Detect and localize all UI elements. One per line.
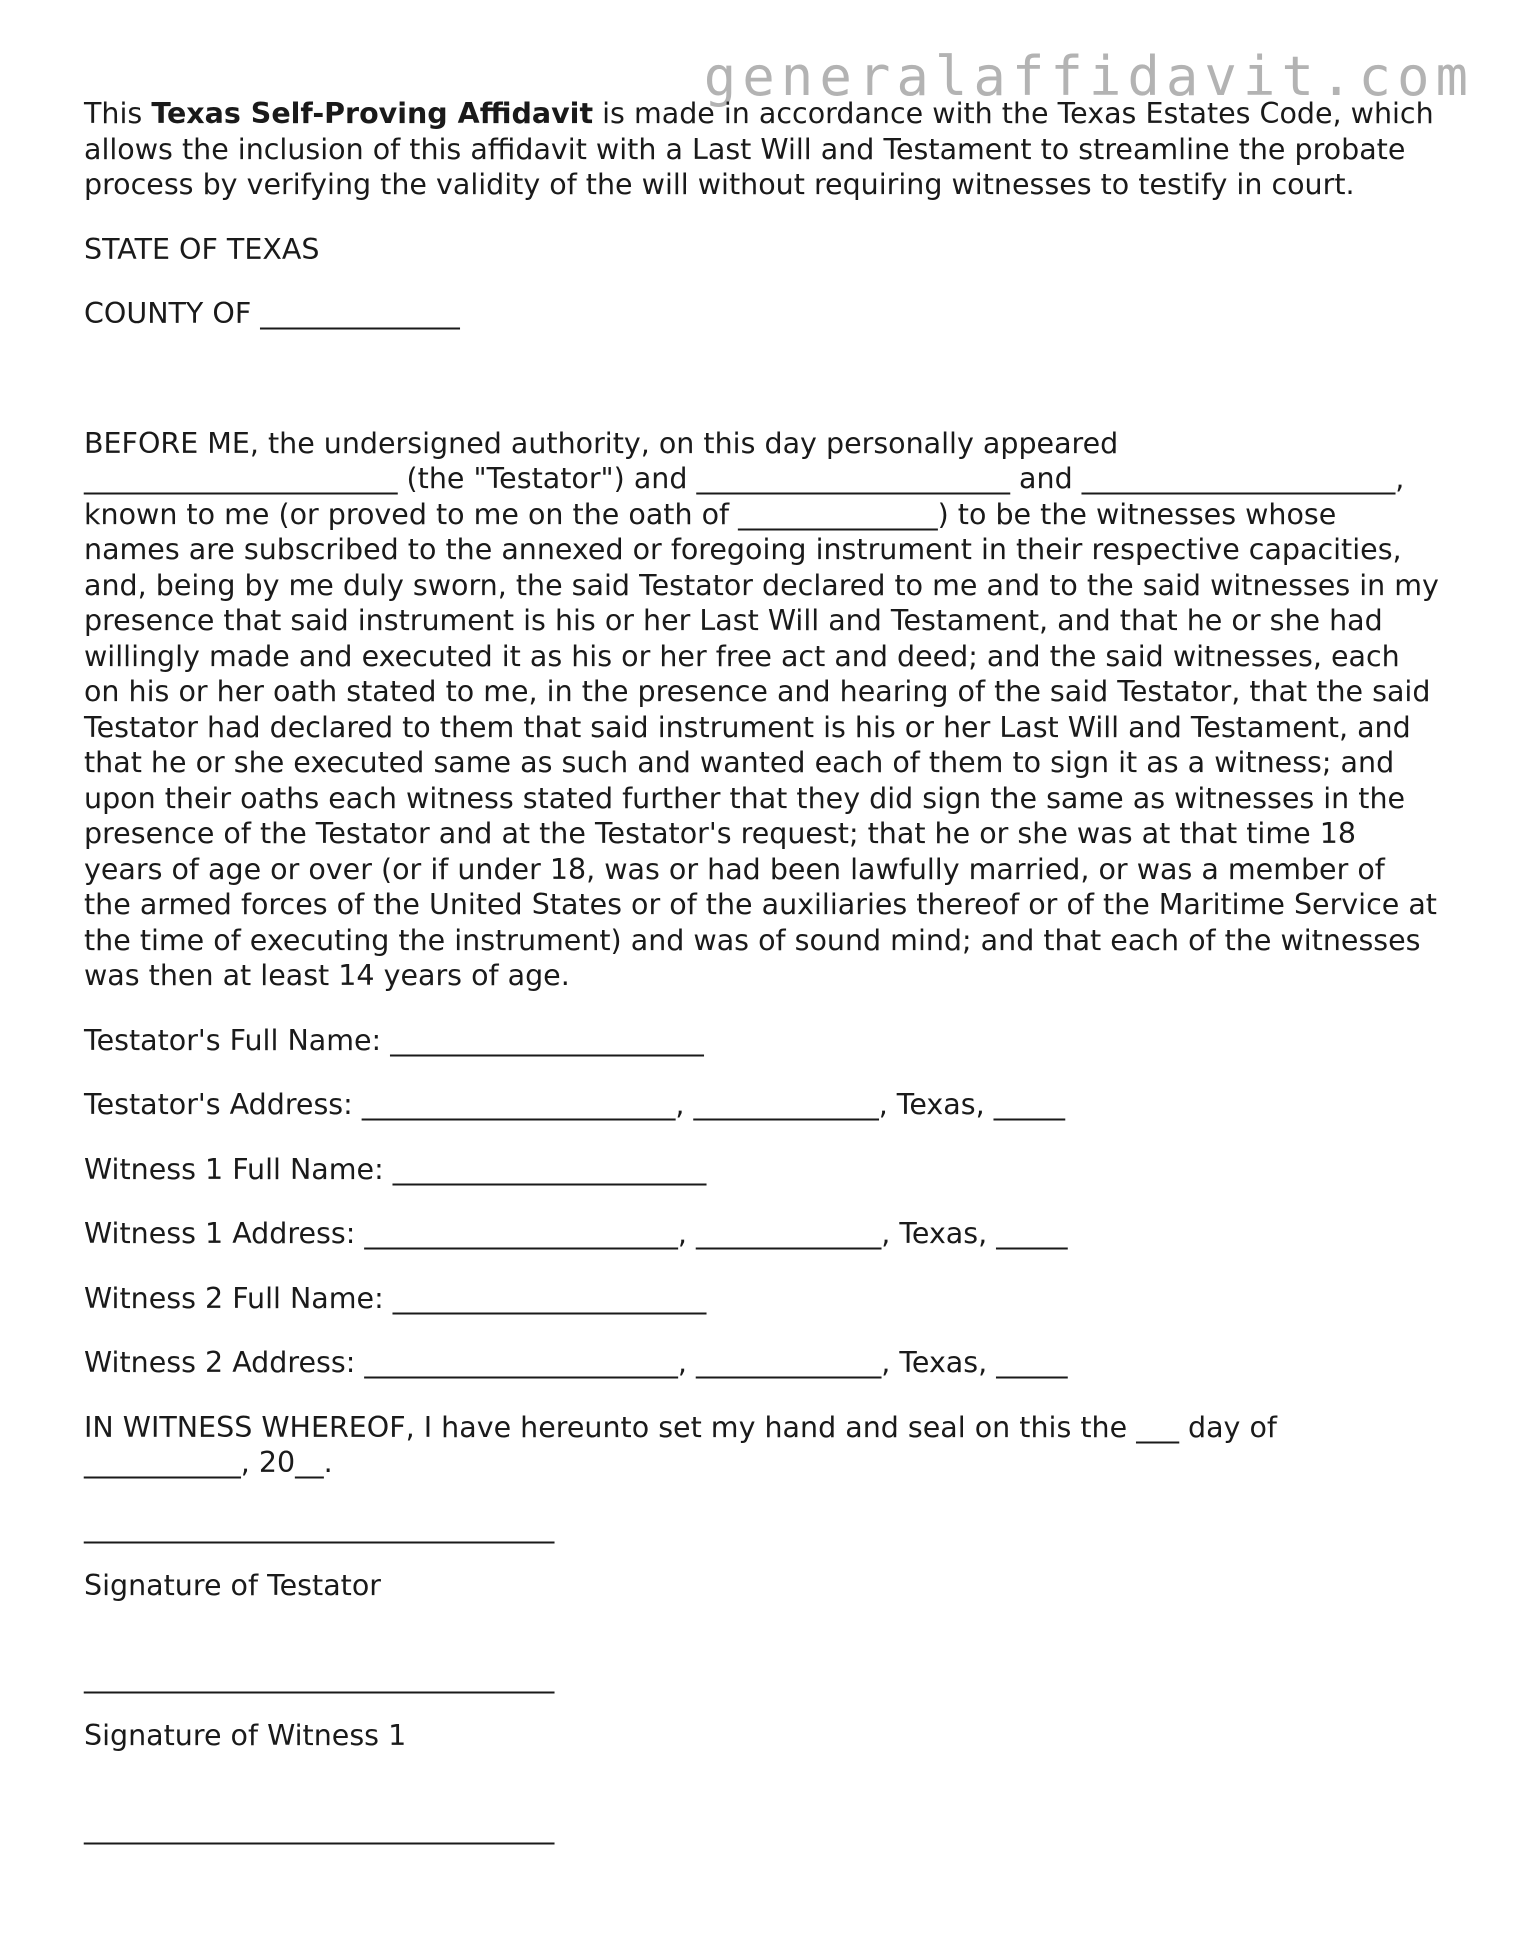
in-witness-clause: IN WITNESS WHEREOF, I have hereunto set my hand and seal on this the ___ day of ___________, 20__. [84,1410,1277,1479]
document-title: Texas Self-Proving Affidavit [151,97,594,130]
intro-suffix: is made in accordance with the Texas Estates Code, which allows the inclusion of this affidavit with a Last Will and Testament to streamline the probate process by verifying the validity of the will without requiring witnesses to testify in court. [84,97,1434,201]
body-paragraph: BEFORE ME, the undersigned authority, on this day personally appeared ______________________ (the "Testator") and ______________________ and ______________________, known to me (or proved to me on the oath of ______________) to be the witnesses whose names are subscribed to the annexed or foregoing instrument in their respective capacities, and, being by me duly sworn, the said Testator declared to me and to the said witnesses in my presence that said instrument is his or her Last Will and Testament, and that he or she had willingly made and executed it as his or her free act and deed; and the said witnesses, each on his or her oath stated to me, in the presence and hearing of the said Testator, that the said Testator had declared to them that said instrument is his or her Last Will and Testament, and that he or she executed same as such and wanted each of them to sign it as a witness; and upon their oaths each witness stated further that they did sign the same as witnesses in the presence of the Testator and at the Testator's request; that he or she was at that time 18 years of age or over (or if under 18, was or had been lawfully married, or was a member of the armed forces of the United States or of the auxiliaries thereof or of the Maritime Service at the time of executing the instrument) and was of sound mind; and that each of the witnesses was then at least 14 years of age. [84,426,1439,992]
witness2-name-field: Witness 2 Full Name: ______________________ [84,1281,707,1315]
witness1-signature-label: Signature of Witness 1 [84,1719,407,1752]
testator-signature-label: Signature of Testator [84,1568,381,1602]
county-line: COUNTY OF ______________ [84,297,460,330]
witness2-signature-line: _________________________________ [84,1811,555,1845]
testator-address-field: Testator's Address: ______________________, _____________, Texas, _____ [84,1088,1065,1121]
witness1-signature-line: _________________________________ [84,1661,555,1694]
witness1-address-field: Witness 1 Address: ______________________, _____________, Texas, _____ [84,1217,1068,1250]
testator-signature-line: _________________________________ [84,1510,555,1544]
witness1-name-field: Witness 1 Full Name: ______________________ [84,1152,707,1186]
testator-name-field: Testator's Full Name: ______________________ [84,1023,704,1057]
witness2-address-field: Witness 2 Address: ______________________, _____________, Texas, _____ [84,1346,1068,1379]
document-body [84,96,1440,1847]
watermark: generalaffidavit.com [703,45,1474,108]
intro-prefix: This [84,97,152,130]
intro-paragraph [84,96,1440,203]
state-line: STATE OF TEXAS [84,232,320,266]
